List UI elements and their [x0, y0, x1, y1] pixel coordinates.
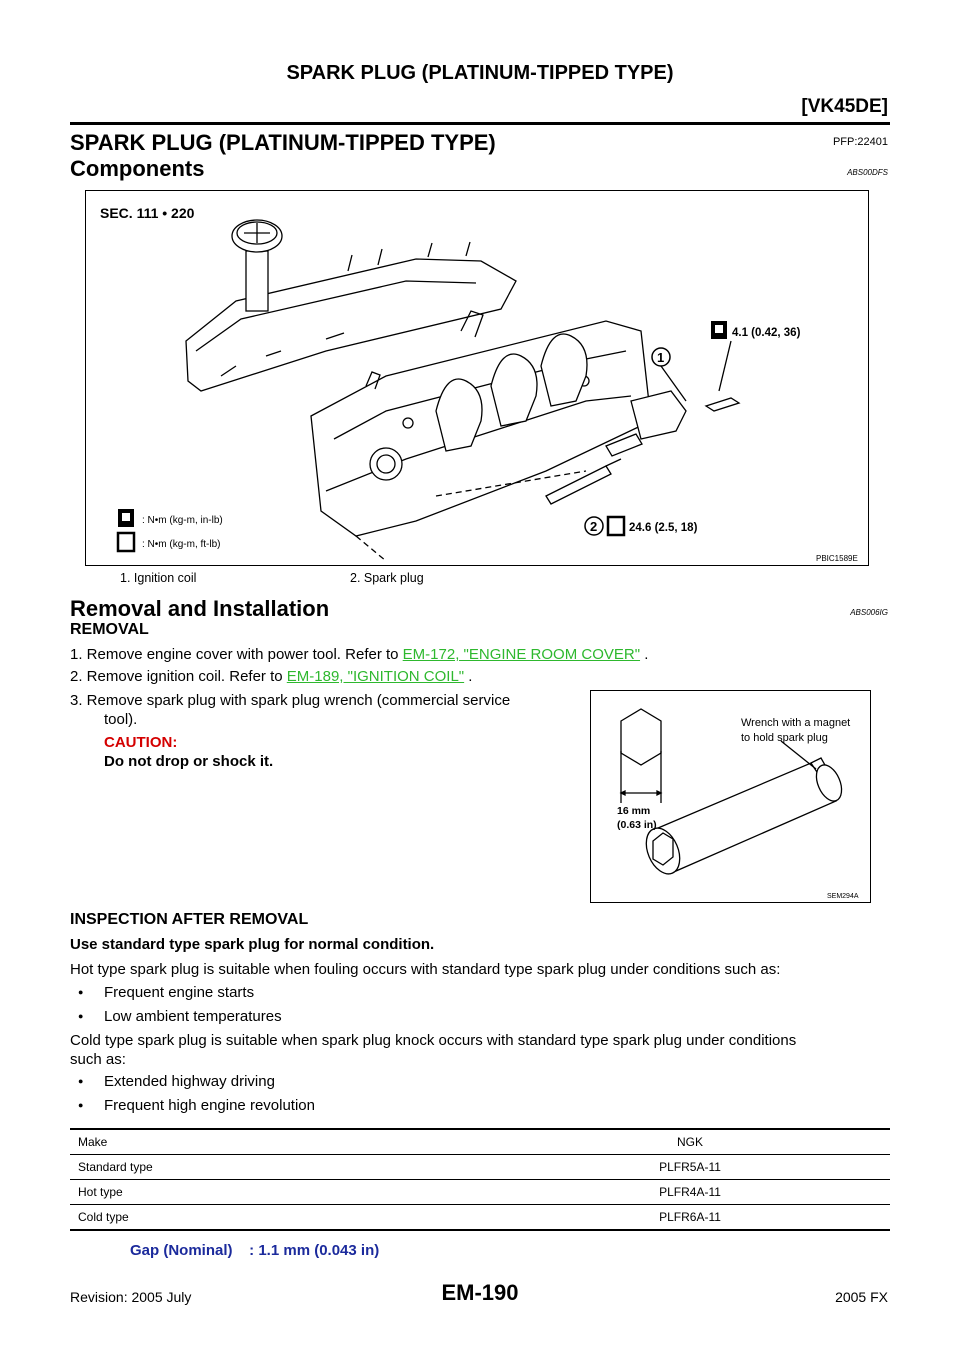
torque-icon-ftlb: [608, 517, 624, 535]
cold-bullet-1: ● Extended highway driving: [104, 1073, 275, 1090]
removal-heading: REMOVAL: [70, 621, 149, 638]
step-3-line1: 3. Remove spark plug with spark plug wrench (commercial service: [70, 692, 511, 709]
hot-paragraph: Hot type spark plug is suitable when fouling occurs with standard type spark plug under conditions such as:: [70, 961, 781, 978]
wrench-label-line2: to hold spark plug: [741, 732, 828, 744]
figure2-id: SEM294A: [827, 893, 859, 900]
row-label: Make: [70, 1129, 482, 1155]
sec-label: SEC. 111 • 220: [100, 205, 195, 221]
removal-title: Removal and Installation: [70, 596, 330, 621]
figure-id: PBIC1589E: [816, 554, 858, 563]
cold-paragraph-line1: Cold type spark plug is suitable when spark plug knock occurs with standard type spark plug under conditions: [70, 1032, 797, 1049]
torque-value-1: 4.1 (0.42, 36): [732, 327, 801, 339]
row-label: Cold type: [70, 1205, 482, 1231]
caption-spark-plug: 2. Spark plug: [350, 571, 424, 585]
wrench-figure: [590, 690, 871, 903]
inspection-heading: INSPECTION AFTER REMOVAL: [70, 911, 309, 928]
section-title: SPARK PLUG (PLATINUM-TIPPED TYPE): [70, 130, 496, 155]
row-value: NGK: [482, 1129, 890, 1155]
step-3-line2: tool).: [104, 711, 138, 728]
inspection-bold-line: Use standard type spark plug for normal condition.: [70, 936, 435, 953]
gap-nominal: Gap (Nominal) : 1.1 mm (0.043 in): [130, 1242, 380, 1259]
cold-bullet-2: ● Frequent high engine revolution: [104, 1097, 315, 1114]
torque-icon-inlb: [711, 321, 727, 339]
row-value: PLFR6A-11: [482, 1205, 890, 1231]
link-engine-room-cover[interactable]: EM-172, "ENGINE ROOM COVER": [402, 646, 641, 663]
wrench-label-line1: Wrench with a magnet: [741, 717, 851, 729]
row-label: Hot type: [70, 1180, 482, 1205]
caption-ignition-coil: 1. Ignition coil: [120, 571, 197, 585]
torque-value-2: 24.6 (2.5, 18): [629, 522, 698, 534]
row-value: PLFR5A-11: [482, 1155, 890, 1180]
components-figure: [85, 190, 869, 566]
step-2: 2. Remove ignition coil. Refer to EM-189, "IGNITION COIL" .: [70, 668, 473, 685]
row-value: PLFR4A-11: [482, 1180, 890, 1205]
dim-line1: 16 mm: [617, 805, 651, 817]
header-title: SPARK PLUG (PLATINUM-TIPPED TYPE): [286, 62, 674, 84]
spark-plug-spec-table: [70, 1128, 890, 1231]
callout-2: 2: [590, 519, 598, 534]
spark-plug-wrench-illustration: [591, 691, 871, 903]
table-row: [70, 1129, 890, 1155]
engine-components-illustration: [86, 191, 869, 566]
caution-text: Do not drop or shock it.: [104, 753, 274, 770]
hot-bullet-1: ● Frequent engine starts: [104, 984, 254, 1001]
page-number: EM-190: [441, 1280, 519, 1305]
table-row: [70, 1180, 890, 1205]
table-row: [70, 1205, 890, 1231]
removal-code: ABS006IG: [850, 608, 888, 617]
header-model: [VK45DE]: [801, 96, 888, 117]
row-label: Standard type: [70, 1155, 482, 1180]
footer-model: 2005 FX: [835, 1289, 888, 1305]
step-1: 1. Remove engine cover with power tool. Refer to EM-172, "ENGINE ROOM COVER" .: [70, 646, 649, 663]
cold-paragraph-line2: such as:: [70, 1051, 126, 1068]
header-rule: [70, 122, 890, 125]
caution-label: CAUTION:: [104, 734, 178, 751]
components-code: ABS00DFS: [847, 168, 888, 177]
legend-inlb: : N•m (kg-m, in-lb): [142, 515, 223, 526]
footer-revision: Revision: 2005 July: [70, 1289, 192, 1305]
hot-bullet-2: ● Low ambient temperatures: [104, 1008, 282, 1025]
dim-line2: (0.63 in): [617, 819, 657, 831]
link-ignition-coil[interactable]: EM-189, "IGNITION COIL": [286, 668, 465, 685]
legend-ftlb: : N•m (kg-m, ft-lb): [142, 539, 221, 550]
pfp-code: PFP:22401: [832, 136, 888, 148]
table-row: [70, 1155, 890, 1180]
callout-1: 1: [657, 350, 665, 365]
components-title: Components: [70, 156, 205, 181]
